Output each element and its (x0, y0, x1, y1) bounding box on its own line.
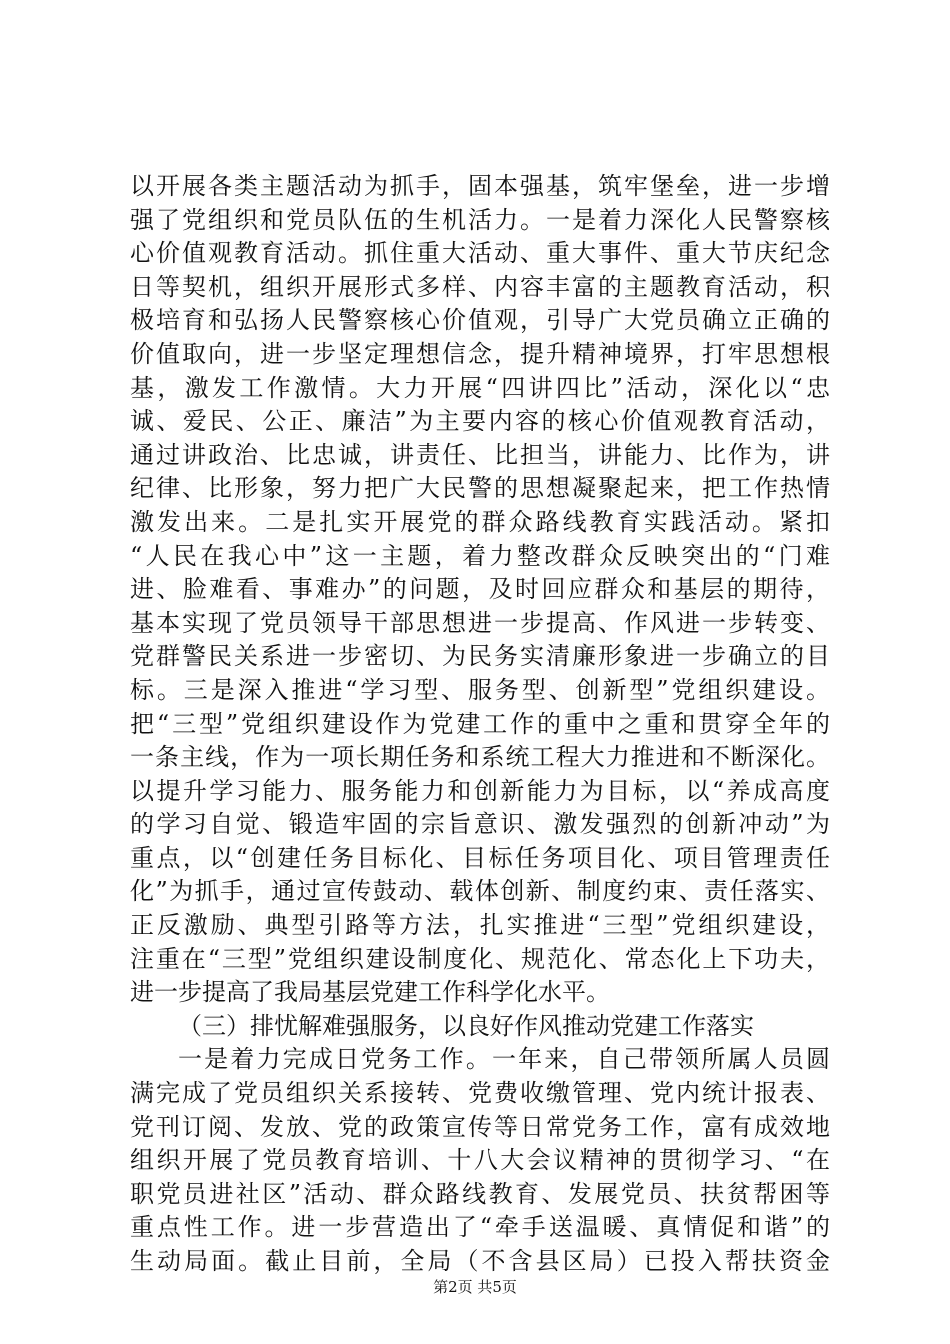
body-text-line: 职党员进社区”活动、群众路线教育、发展党员、扶贫帮困等 (130, 1179, 830, 1208)
body-text-line: 生动局面。截止目前，全局（不含县区局）已投入帮扶资金 (130, 1247, 830, 1275)
body-text-line: 极培育和弘扬人民警察核心价值观，引导广大党员确立正确的 (130, 306, 830, 335)
page-number-footer: 第2页 共5页 (433, 1278, 517, 1296)
body-text-line: 的学习自觉、锻造牢固的宗旨意识、激发强烈的创新冲动”为 (130, 810, 830, 839)
body-text-line: “人民在我心中”这一主题，着力整改群众反映突出的“门难 (130, 541, 830, 570)
body-text-line: 正反激励、典型引路等方法，扎实推进“三型”党组织建设， (130, 911, 830, 940)
body-text-line: 重点，以“创建任务目标化、目标任务项目化、项目管理责任 (130, 843, 830, 872)
body-text-line: 价值取向，进一步坚定理想信念，提升精神境界，打牢思想根 (130, 339, 830, 368)
body-text-line: 诚、爱民、公正、廉洁”为主要内容的核心价值观教育活动， (130, 407, 830, 436)
body-text-line: 组织开展了党员教育培训、十八大会议精神的贯彻学习、“在 (130, 1146, 830, 1175)
body-text-line: 基本实现了党员领导干部思想进一步提高、作风进一步转变、 (130, 608, 830, 637)
body-text-line: 日等契机，组织开展形式多样、内容丰富的主题教育活动，积 (130, 272, 830, 301)
body-text-line: 基，激发工作激情。大力开展“四讲四比”活动，深化以“忠 (130, 373, 830, 402)
body-text-line: 心价值观教育活动。抓住重大活动、重大事件、重大节庆纪念 (130, 239, 830, 268)
body-text-line: 以提升学习能力、服务能力和创新能力为目标，以“养成高度 (130, 776, 830, 805)
body-text-line: 把“三型”党组织建设作为党建工作的重中之重和贯穿全年的 (130, 709, 830, 738)
body-text-line: 一条主线，作为一项长期任务和系统工程大力推进和不断深化。 (130, 743, 830, 772)
body-text-line: 以开展各类主题活动为抓手，固本强基，筑牢堡垒，进一步增 (130, 172, 830, 200)
body-text-line: 通过讲政治、比忠诚，讲责任、比担当，讲能力、比作为，讲 (130, 440, 830, 469)
body-text-line: 强了党组织和党员队伍的生机活力。一是着力深化人民警察核 (130, 205, 830, 234)
paragraph-start-line: 一是着力完成日党务工作。一年来，自己带领所属人员圆 (178, 1045, 830, 1074)
body-text-line: 党群警民关系进一步密切、为民务实清廉形象进一步确立的目 (130, 642, 830, 671)
body-text-line: 纪律、比形象，努力把广大民警的思想凝聚起来，把工作热情 (130, 474, 830, 503)
body-text-line: 党刊订阅、发放、党的政策宣传等日常党务工作，富有成效地 (130, 1112, 830, 1141)
document-body (130, 170, 830, 1279)
body-text-line: 满完成了党员组织关系接转、党费收缴管理、党内统计报表、 (130, 1079, 830, 1108)
body-text-line: 激发出来。二是扎实开展党的群众路线教育实践活动。紧扣 (130, 507, 830, 536)
body-text-line: 重点性工作。进一步营造出了“牵手送温暖、真情促和谐”的 (130, 1213, 830, 1242)
section-heading: （三）排忧解难强服务，以良好作风推动党建工作落实 (178, 1011, 754, 1040)
body-text-line: 进、脸难看、事难办”的问题，及时回应群众和基层的期待， (130, 575, 830, 604)
body-text-line: 注重在“三型”党组织建设制度化、规范化、常态化上下功夫， (130, 944, 830, 973)
paragraph-end-line: 进一步提高了我局基层党建工作科学化水平。 (130, 978, 610, 1007)
body-text-line: 标。三是深入推进“学习型、服务型、创新型”党组织建设。 (130, 675, 830, 704)
body-text-line: 化”为抓手，通过宣传鼓动、载体创新、制度约束、责任落实、 (130, 877, 830, 906)
